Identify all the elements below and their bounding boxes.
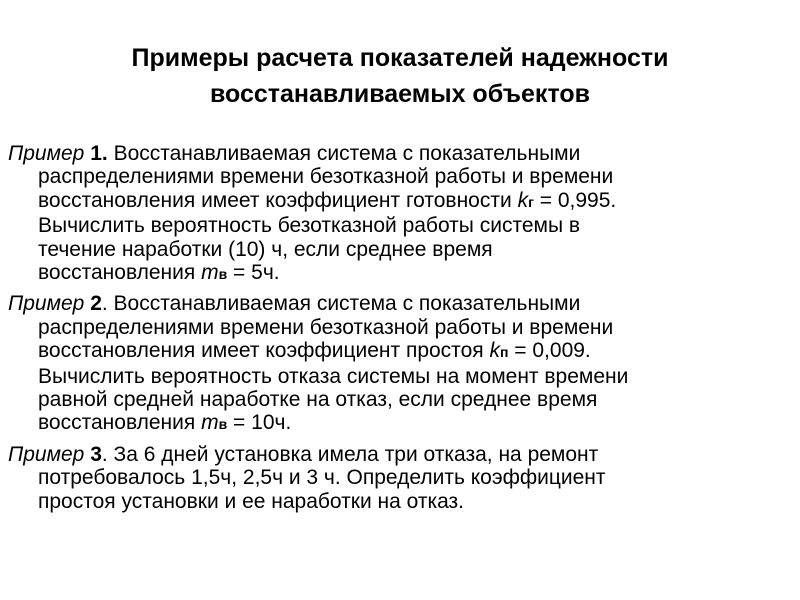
example-2-line-1: Пример 2. Восстанавливаемая система с показательными [8,292,581,316]
example-2-text-3: восстановления имеет коэффициент простоя [38,339,484,363]
example-2-text-2: распределениями времени безотказной работы и времени [38,315,614,339]
example-2-label: Пример [8,292,85,316]
example-1 [8,142,793,286]
example-2-symbol-k-value: = 0,009. [514,339,591,363]
example-1-number: 1 [90,142,102,165]
example-1-line-3 [8,189,793,214]
example-2-text-1: Восстанавливаемая система с показательными [113,292,581,316]
example-1-symbol-k-value: = 0,995. [539,188,617,212]
example-1-symbol-m-sub: в [218,266,228,283]
example-1-text-2: распределениями времени безотказной работы и времени [38,165,614,189]
example-2-line-3 [8,339,793,364]
example-1-symbol-m: m [201,261,219,285]
example-3-text-3: простоя установки и ее наработки на отказ. [38,489,465,513]
example-1-text-3: восстановления имеет коэффициент готовности [38,188,512,212]
example-3-text-1: За 6 дней установка имела три отказа, на ремонт [113,442,599,466]
example-1-text-5: течение наработки (10) ч, если среднее время [38,237,493,261]
example-2-text-6: восстановления [38,411,196,435]
examples-list [8,142,793,519]
example-1-text-1: Восстанавливаемая система с показательными [113,142,581,165]
slide-title-line-1: Примеры расчета показателей надежности [131,44,669,72]
example-1-symbol-k-sub: г [528,193,534,210]
example-2-symbol-m: m [201,411,219,435]
example-1-line-6 [8,261,793,286]
example-3-number: 3 [90,442,102,466]
example-3-text-2: потребовалось 1,5ч, 2,5ч и 3 ч. Определить коэффициент [38,466,606,490]
example-2-text-4: Вычислить вероятность отказа системы на момент времени [38,364,629,388]
example-2-symbol-m-sub: в [218,416,228,433]
example-2-symbol-k-sub: п [499,344,509,361]
example-1-symbol-k: k [517,188,529,212]
example-2-number: 2 [90,292,102,316]
example-2-symbol-m-value: = 10ч. [233,411,292,435]
example-3 [8,443,793,513]
slide-title-line-2: восстанавливаемых объектов [209,80,591,108]
slide-title [0,40,800,112]
example-2-text-5: равной средней наработке на отказ, если среднее время [38,388,598,412]
example-3-line-1: Пример 3. За 6 дней установка имела три отказа, на ремонт [8,442,599,466]
example-2 [8,292,793,436]
example-2-line-6 [8,411,793,436]
example-2-symbol-k: k [489,339,500,363]
example-1-text-4: Вычислить вероятность безотказной работы системы в [38,214,581,238]
example-1-text-6: восстановления [38,261,196,285]
example-1-label: Пример [8,142,85,165]
example-1-line-1: Пример 1. Восстанавливаемая система с показательными [8,142,581,165]
example-3-label: Пример [8,442,85,466]
example-1-symbol-m-value: = 5ч. [233,261,280,285]
